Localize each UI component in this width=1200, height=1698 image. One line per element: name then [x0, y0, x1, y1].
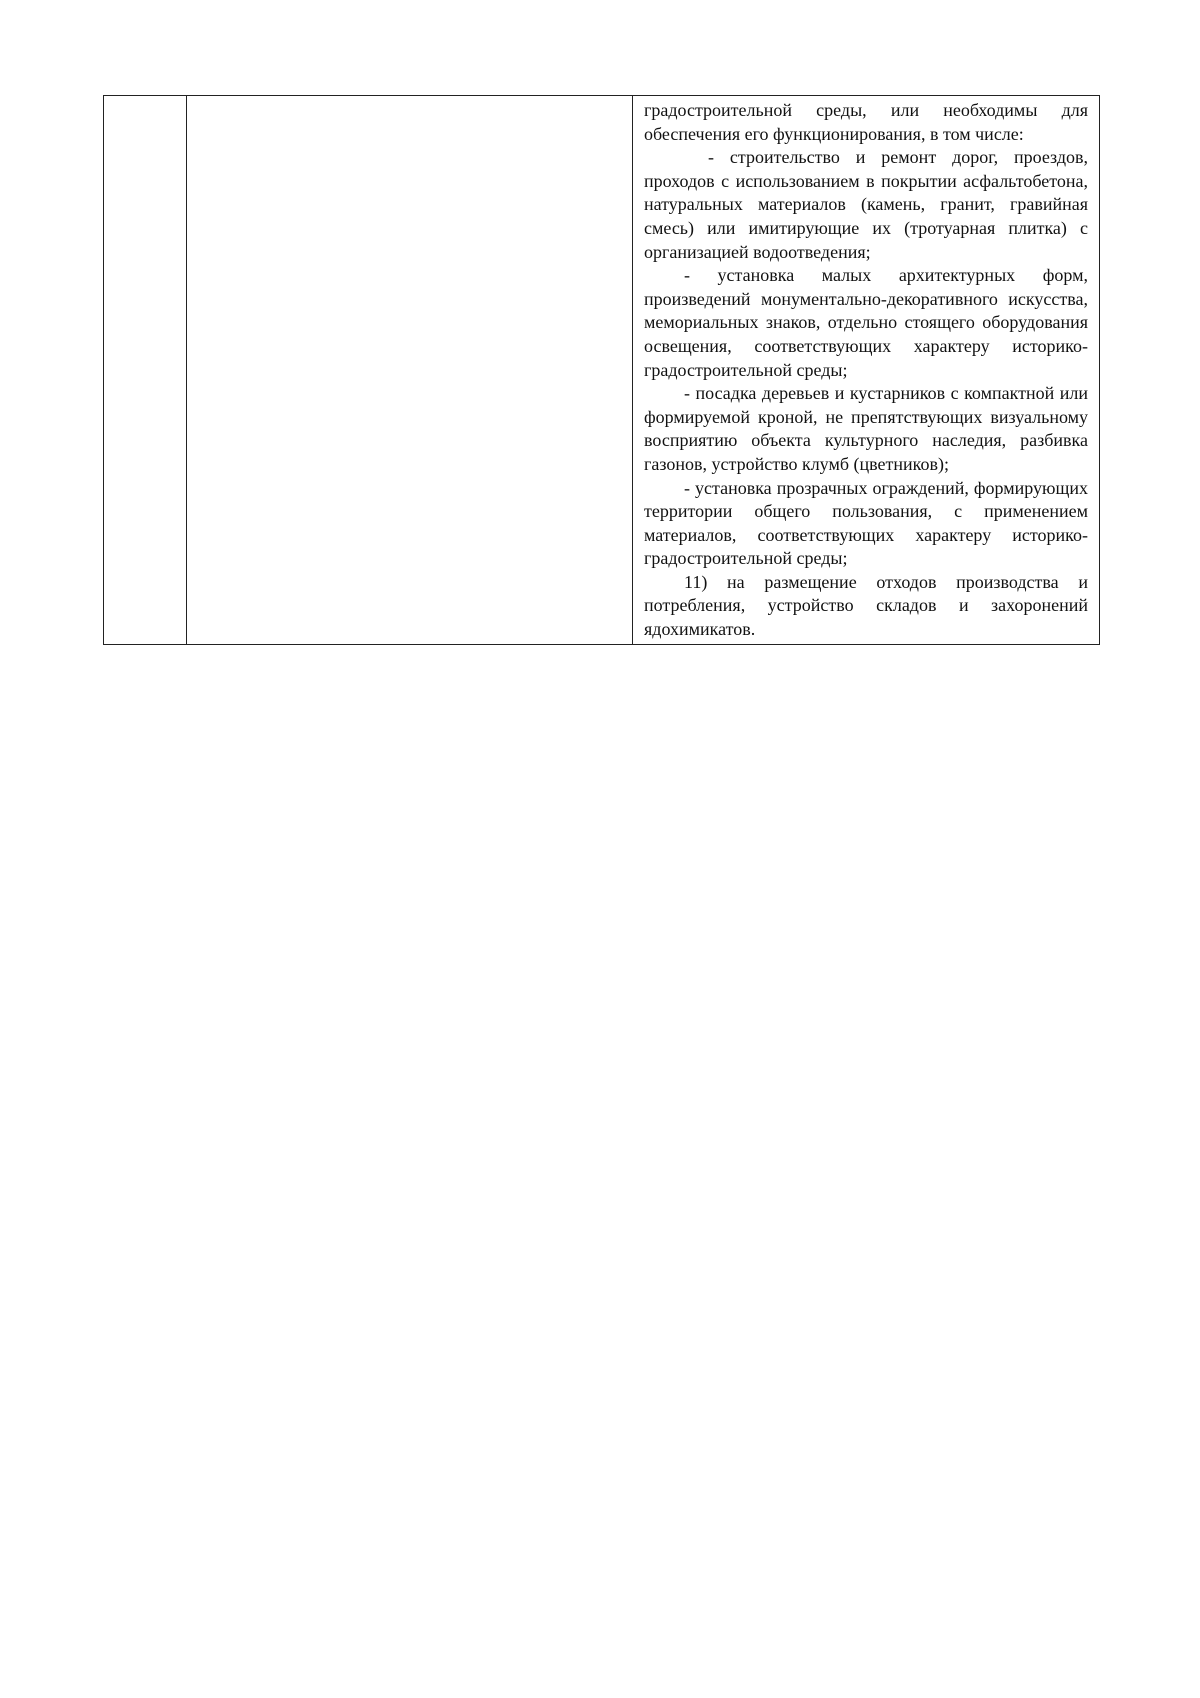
- table-cell-number: [104, 96, 187, 645]
- regulations-table: [103, 95, 1100, 645]
- table-cell-zone: [187, 96, 633, 645]
- table-row: [104, 96, 1100, 645]
- regulation-paragraph: - установка прозрачных ограждений, формирующих территории общего пользования, с применением материалов, соответствующих характеру историко-градостроительной среды;: [644, 477, 1088, 569]
- regulation-paragraph: 11) на размещение отходов производства и потребления, устройство складов и захоронений ядохимикатов.: [644, 571, 1088, 640]
- regulation-paragraph: - установка малых архитектурных форм, произведений монументально-декоративного искусства, мемориальных знаков, отдельно стоящего оборудования освещения, соответствующих характеру историко-градостроительной среды;: [644, 265, 1088, 380]
- regulation-paragraph: - строительство и ремонт дорог, проездов, проходов с использованием в покрытии асфальтобетона, натуральных материалов (камень, гранит, гравийная смесь) или имитирующие их (тротуарная плитка) с организацией водоотведения;: [644, 147, 1088, 262]
- table-cell-regulations: [633, 96, 1100, 645]
- regulation-paragraph: - посадка деревьев и кустарников с компактной или формируемой кроной, не препятствующих визуальному восприятию объекта культурного наследия, разбивка газонов, устройство клумб (цветников);: [644, 383, 1088, 474]
- regulation-paragraph: градостроительной среды, или необходимы для обеспечения его функционирования, в том числе:: [644, 100, 1088, 144]
